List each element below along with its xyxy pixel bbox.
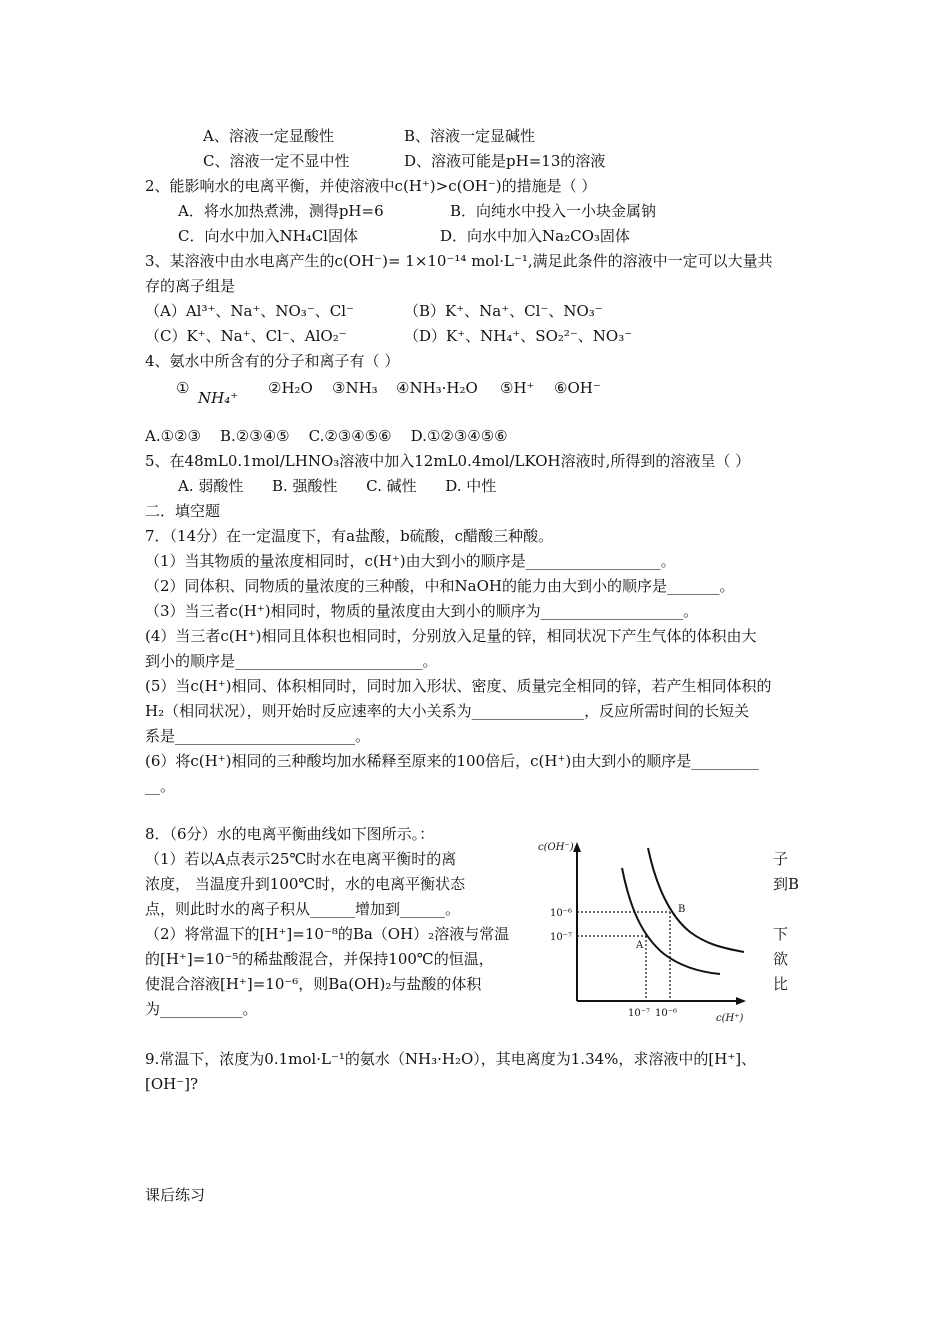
q8-line-3: 点，则此时水的离子积从______增加到______。 xyxy=(145,900,461,918)
y-axis-label: c(OH⁻) xyxy=(538,842,574,853)
q8-side-fragment-3: 下 xyxy=(773,925,789,943)
q4-item-6: ⑥OH⁻ xyxy=(554,379,601,397)
q7-part-5-line3: 系是________________________。 xyxy=(145,727,371,745)
q9-line-2: [OH⁻]? xyxy=(145,1075,199,1093)
q3-option-b: （B）K⁺、Na⁺、Cl⁻、NO₃⁻ xyxy=(404,302,603,320)
q8-side-fragment-5: 比 xyxy=(773,975,789,993)
q8-side-fragment-2: 到B xyxy=(773,875,800,893)
curve-100c xyxy=(648,848,744,952)
y-axis-arrow xyxy=(573,842,581,852)
x-axis-arrow xyxy=(736,997,746,1005)
point-a-label: A xyxy=(636,940,644,951)
q8-line-2: 浓度， 当温度升到100℃时，水的电离平衡状态 xyxy=(145,875,466,893)
q8-line-5: 的[H⁺]=10⁻⁵的稀盐酸混合，并保持100℃的恒温， xyxy=(145,950,494,968)
q7-part-3: （3）当三者c(H⁺)相同时，物质的量浓度由大到小的顺序为___________________。 xyxy=(145,602,699,620)
q8-line-4: （2）将常温下的[H⁺]=10⁻⁸的Ba（OH）₂溶液与常温 xyxy=(145,925,510,943)
q7-part-6-line2: __。 xyxy=(145,777,176,795)
q4-item-3: ③NH₃ xyxy=(332,379,378,397)
q8-line-6: 使混合溶液[H⁺]=10⁻⁶，则Ba(OH)₂与盐酸的体积 xyxy=(145,975,482,993)
water-ionization-figure xyxy=(530,838,760,1028)
q4-item-5: ⑤H⁺ xyxy=(500,379,535,397)
y-tick-low: 10⁻⁷ xyxy=(550,932,573,943)
q5-choices: A. 弱酸性 B. 强酸性 C. 碱性 D. 中性 xyxy=(178,477,497,495)
q1-option-c: C、溶液一定不显中性 xyxy=(203,152,350,170)
q2-stem: 2、能影响水的电离平衡，并使溶液中c(H⁺)>c(OH⁻)的措施是（ ） xyxy=(145,177,597,195)
q1-option-b: B、溶液一定显碱性 xyxy=(404,127,536,145)
q3-stem-line1: 3、某溶液中由水电离产生的c(OH⁻)= 1×10⁻¹⁴ mol·L⁻¹,满足此条件的溶液中一定可以大量共 xyxy=(145,252,773,270)
q2-option-d: D．向水中加入Na₂CO₃固体 xyxy=(440,227,630,245)
q7-part-5-line1: (5）当c(H⁺)相同、体积相同时，同时加入形状、密度、质量完全相同的锌，若产生相同体积的 xyxy=(145,677,772,695)
x-axis-label: c(H⁺) xyxy=(716,1013,744,1024)
q8-stem: 8．（6分）水的电离平衡曲线如下图所示。： xyxy=(145,825,435,843)
q1-option-d: D、溶液可能是pH=13的溶液 xyxy=(404,152,606,170)
q3-option-c: （C）K⁺、Na⁺、Cl⁻、AlO₂⁻ xyxy=(145,327,347,345)
q4-stem: 4、氨水中所含有的分子和离子有（ ） xyxy=(145,352,400,370)
q3-option-a: （A）Al³⁺、Na⁺、NO₃⁻、Cl⁻ xyxy=(145,302,354,320)
q9-line-1: 9.常温下，浓度为0.1mol·L⁻¹的氨水（NH₃·H₂O），其电离度为1.34%，求溶液中的[H⁺]、 xyxy=(145,1050,757,1068)
q7-part-4-line2: 到小的顺序是_________________________。 xyxy=(145,652,438,670)
q5-stem: 5、在48mL0.1mol/LHNO₃溶液中加入12mL0.4mol/LKOH溶液时,所得到的溶液呈（ ） xyxy=(145,452,751,470)
q4-item-1-ammonium: NH₄⁺ xyxy=(198,389,239,407)
q8-line-7: 为___________。 xyxy=(145,1000,258,1018)
q4-item-2: ②H₂O xyxy=(268,379,313,397)
q7-part-1: （1）当其物质的量浓度相同时，c(H⁺)由大到小的顺序是__________________。 xyxy=(145,552,676,570)
q7-part-4-line1: (4）当三者c(H⁺)相同且体积也相同时，分别放入足量的锌，相同状况下产生气体的体积由大 xyxy=(145,627,757,645)
q8-side-fragment-4: 欲 xyxy=(773,950,789,968)
q7-part-6-line1: (6）将c(H⁺)相同的三种酸均加水稀释至原来的100倍后，c(H⁺)由大到小的顺序是_________ xyxy=(145,752,759,770)
q7-stem: 7．（14分）在一定温度下，有a盐酸，b硫酸，c醋酸三种酸。 xyxy=(145,527,554,545)
section-heading-fill-blank: 二．填空题 xyxy=(145,502,221,520)
q4-item-1-number: ① xyxy=(176,379,190,397)
q3-stem-line2: 存的离子组是 xyxy=(145,277,236,295)
q2-option-c: C．向水中加入NH₄Cl固体 xyxy=(178,227,358,245)
q1-option-a: A、溶液一定显酸性 xyxy=(203,127,334,145)
q7-part-2: （2）同体积、同物质的量浓度的三种酸，中和NaOH的能力由大到小的顺序是_______。 xyxy=(145,577,735,595)
q4-item-4: ④NH₃·H₂O xyxy=(396,379,478,397)
q3-option-d: （D）K⁺、NH₄⁺、SO₂²⁻、NO₃⁻ xyxy=(404,327,633,345)
q7-part-5-line2: H₂（相同状况），则开始时反应速率的大小关系为_______________，反应所需时间的长短关 xyxy=(145,702,750,720)
after-class-practice-heading: 课后练习 xyxy=(145,1186,206,1204)
x-tick-low: 10⁻⁷ xyxy=(628,1008,651,1019)
q2-option-b: B．向纯水中投入一小块金属钠 xyxy=(450,202,657,220)
y-tick-high: 10⁻⁶ xyxy=(550,908,573,919)
q4-choices: A.①②③ B.②③④⑤ C.②③④⑤⑥ D.①②③④⑤⑥ xyxy=(145,427,508,445)
x-tick-high: 10⁻⁶ xyxy=(655,1008,678,1019)
q8-side-fragment-1: 子 xyxy=(773,850,789,868)
q2-option-a: A．将水加热煮沸，测得pH=6 xyxy=(178,202,384,220)
curve-25c xyxy=(622,868,720,974)
point-b-label: B xyxy=(678,904,686,915)
q8-line-1: （1）若以A点表示25℃时水在电离平衡时的离 xyxy=(145,850,457,868)
